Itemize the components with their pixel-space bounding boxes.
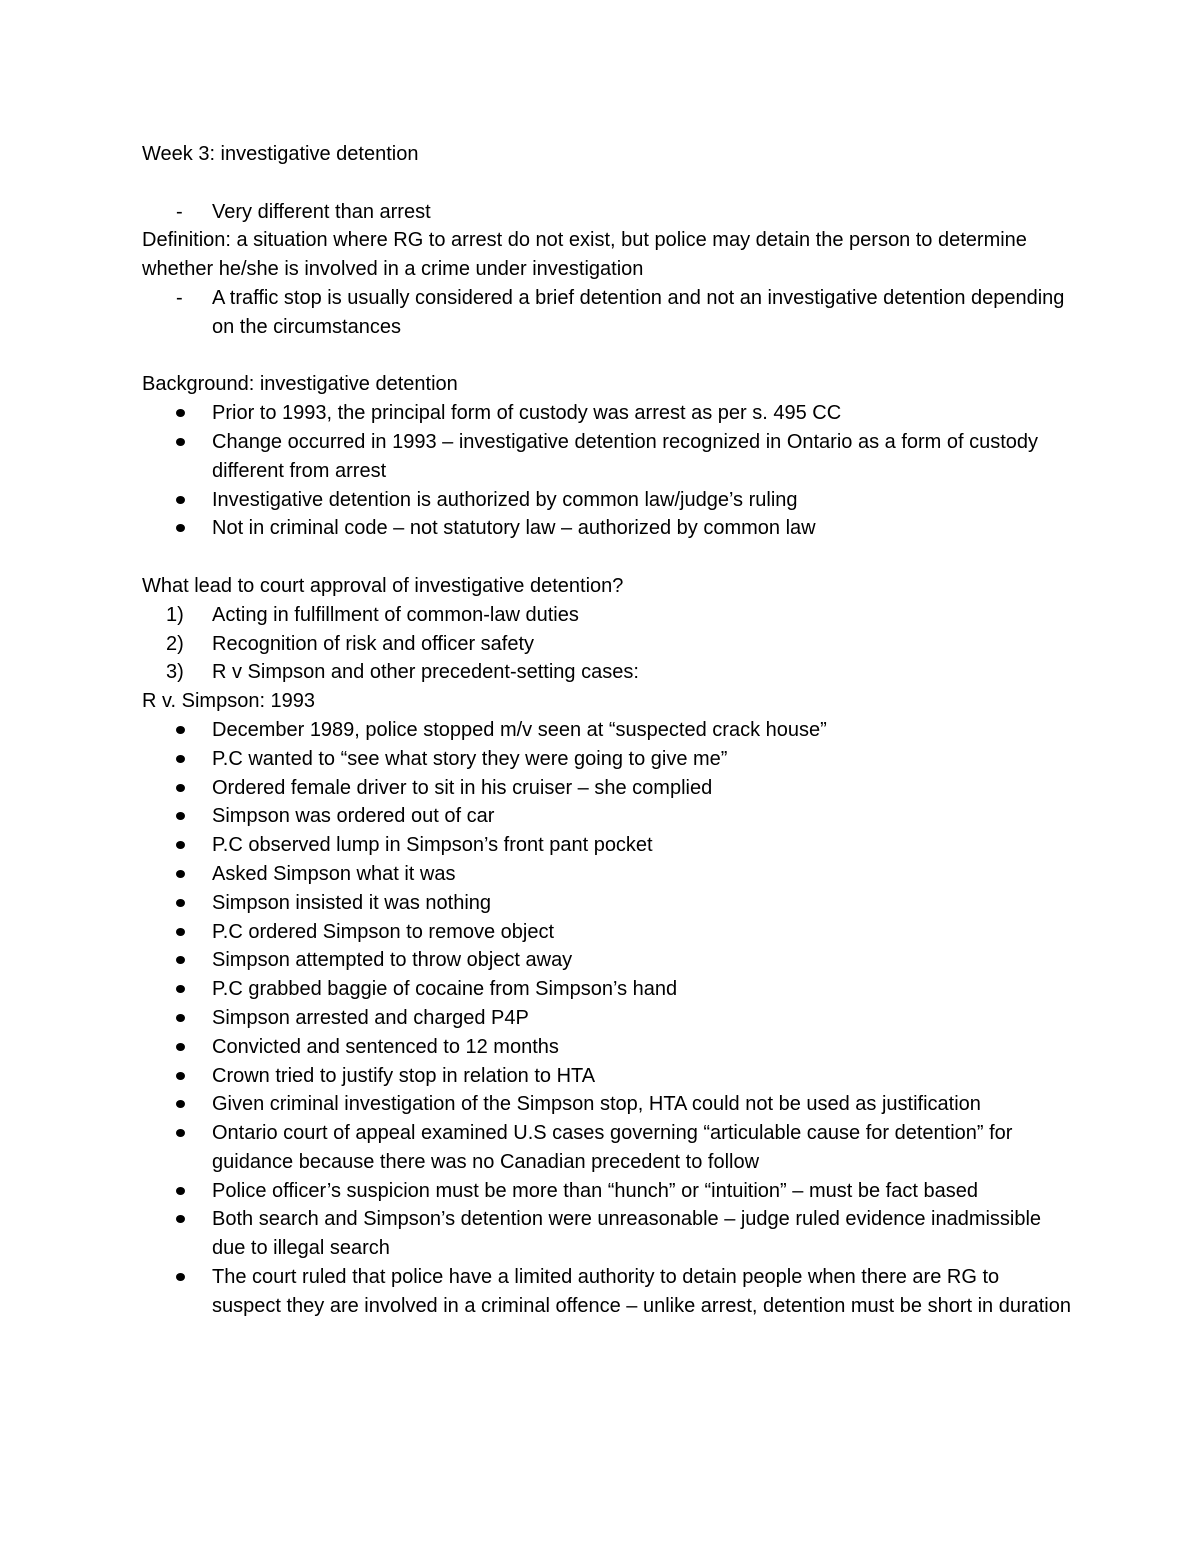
bullet-icon: [142, 1119, 212, 1148]
bullet-icon: [142, 716, 212, 745]
bullet-item: Crown tried to justify stop in relation to HTA: [142, 1062, 1072, 1091]
dash-marker: [142, 198, 212, 227]
numbered-item: 3) R v Simpson and other precedent-setting cases:: [142, 658, 1072, 687]
bullet-item: Not in criminal code – not statutory law – authorized by common law: [142, 514, 1072, 543]
background-bullet-list: [142, 399, 1072, 543]
bullet-item: Both search and Simpson’s detention were unreasonable – judge ruled evidence inadmissible due to illegal search: [142, 1205, 1072, 1263]
bullet-item: P.C observed lump in Simpson’s front pant pocket: [142, 831, 1072, 860]
bullet-icon: [142, 745, 212, 774]
bullet-item: Change occurred in 1993 – investigative detention recognized in Ontario as a form of custody different from arrest: [142, 428, 1072, 486]
bullet-item: Given criminal investigation of the Simpson stop, HTA could not be used as justification: [142, 1090, 1072, 1119]
bullet-item: The court ruled that police have a limited authority to detain people when there are RG to suspect they are involved in a criminal offence – unlike arrest, detention must be short in duration: [142, 1263, 1072, 1321]
item-number: 1): [166, 603, 184, 626]
simpson-heading: R v. Simpson: 1993: [142, 690, 316, 713]
dash-item: [142, 198, 1072, 227]
page-title: Week 3: investigative detention: [142, 143, 419, 165]
bullet-icon: [142, 889, 212, 918]
dash-item-text: Very different than arrest: [212, 200, 431, 223]
bullet-item: P.C grabbed baggie of cocaine from Simpson’s hand: [142, 975, 1072, 1004]
court-approval-numbered-list: [142, 601, 1072, 687]
bullet-item: Simpson arrested and charged P4P: [142, 1004, 1072, 1033]
bullet-icon: [142, 1263, 212, 1292]
bullet-item: Simpson was ordered out of car: [142, 802, 1072, 831]
bullet-item: P.C ordered Simpson to remove object: [142, 918, 1072, 947]
bullet-item: Police officer’s suspicion must be more than “hunch” or “intuition” – must be fact based: [142, 1177, 1072, 1206]
item-number: 2): [166, 632, 184, 655]
dash-item: [142, 284, 1072, 342]
simpson-bullet-list: [142, 716, 1072, 1321]
bullet-icon: [142, 486, 212, 515]
bullet-item: Simpson attempted to throw object away: [142, 946, 1072, 975]
spacer: [142, 342, 1072, 371]
bullet-icon: [142, 860, 212, 889]
bullet-icon: [142, 802, 212, 831]
bullet-item: Ordered female driver to sit in his cruiser – she complied: [142, 774, 1072, 803]
numbered-item: 1) Acting in fulfillment of common-law duties: [142, 601, 1072, 630]
bullet-icon: [142, 831, 212, 860]
bullet-item: P.C wanted to “see what story they were going to give me”: [142, 745, 1072, 774]
bullet-icon: [142, 918, 212, 947]
bullet-icon: [142, 1033, 212, 1062]
bullet-icon: [142, 946, 212, 975]
bullet-icon: [142, 1004, 212, 1033]
bullet-item: Simpson insisted it was nothing: [142, 889, 1072, 918]
bullet-icon: [142, 514, 212, 543]
spacer: [142, 543, 1072, 572]
bullet-icon: [142, 774, 212, 803]
dash-item-text: A traffic stop is usually considered a brief detention and not an investigative detention depending on the circumstances: [212, 286, 1065, 338]
bullet-icon: [142, 1205, 212, 1234]
spacer: [142, 169, 1072, 198]
background-heading: Background: investigative detention: [142, 373, 458, 396]
bullet-icon: [142, 1090, 212, 1119]
bullet-icon: [142, 428, 212, 457]
bullet-icon: [142, 399, 212, 428]
definition-text: Definition: a situation where RG to arrest do not exist, but police may detain the person to determine whether he/she is involved in a crime under investigation: [142, 229, 1027, 281]
bullet-item: Asked Simpson what it was: [142, 860, 1072, 889]
item-number: 3): [166, 661, 184, 684]
bullet-icon: [142, 1177, 212, 1206]
bullet-item: Prior to 1993, the principal form of custody was arrest as per s. 495 CC: [142, 399, 1072, 428]
court-approval-heading: What lead to court approval of investigative detention?: [142, 574, 624, 597]
bullet-item: Investigative detention is authorized by common law/judge’s ruling: [142, 486, 1072, 515]
bullet-item: Convicted and sentenced to 12 months: [142, 1033, 1072, 1062]
numbered-item: 2) Recognition of risk and officer safety: [142, 630, 1072, 659]
bullet-icon: [142, 975, 212, 1004]
document-body: [142, 140, 1072, 1321]
bullet-item: December 1989, police stopped m/v seen at “suspected crack house”: [142, 716, 1072, 745]
dash-marker: [142, 284, 212, 313]
bullet-item: Ontario court of appeal examined U.S cases governing “articulable cause for detention” for guidance because there was no Canadian precedent to follow: [142, 1119, 1072, 1177]
bullet-icon: [142, 1062, 212, 1091]
